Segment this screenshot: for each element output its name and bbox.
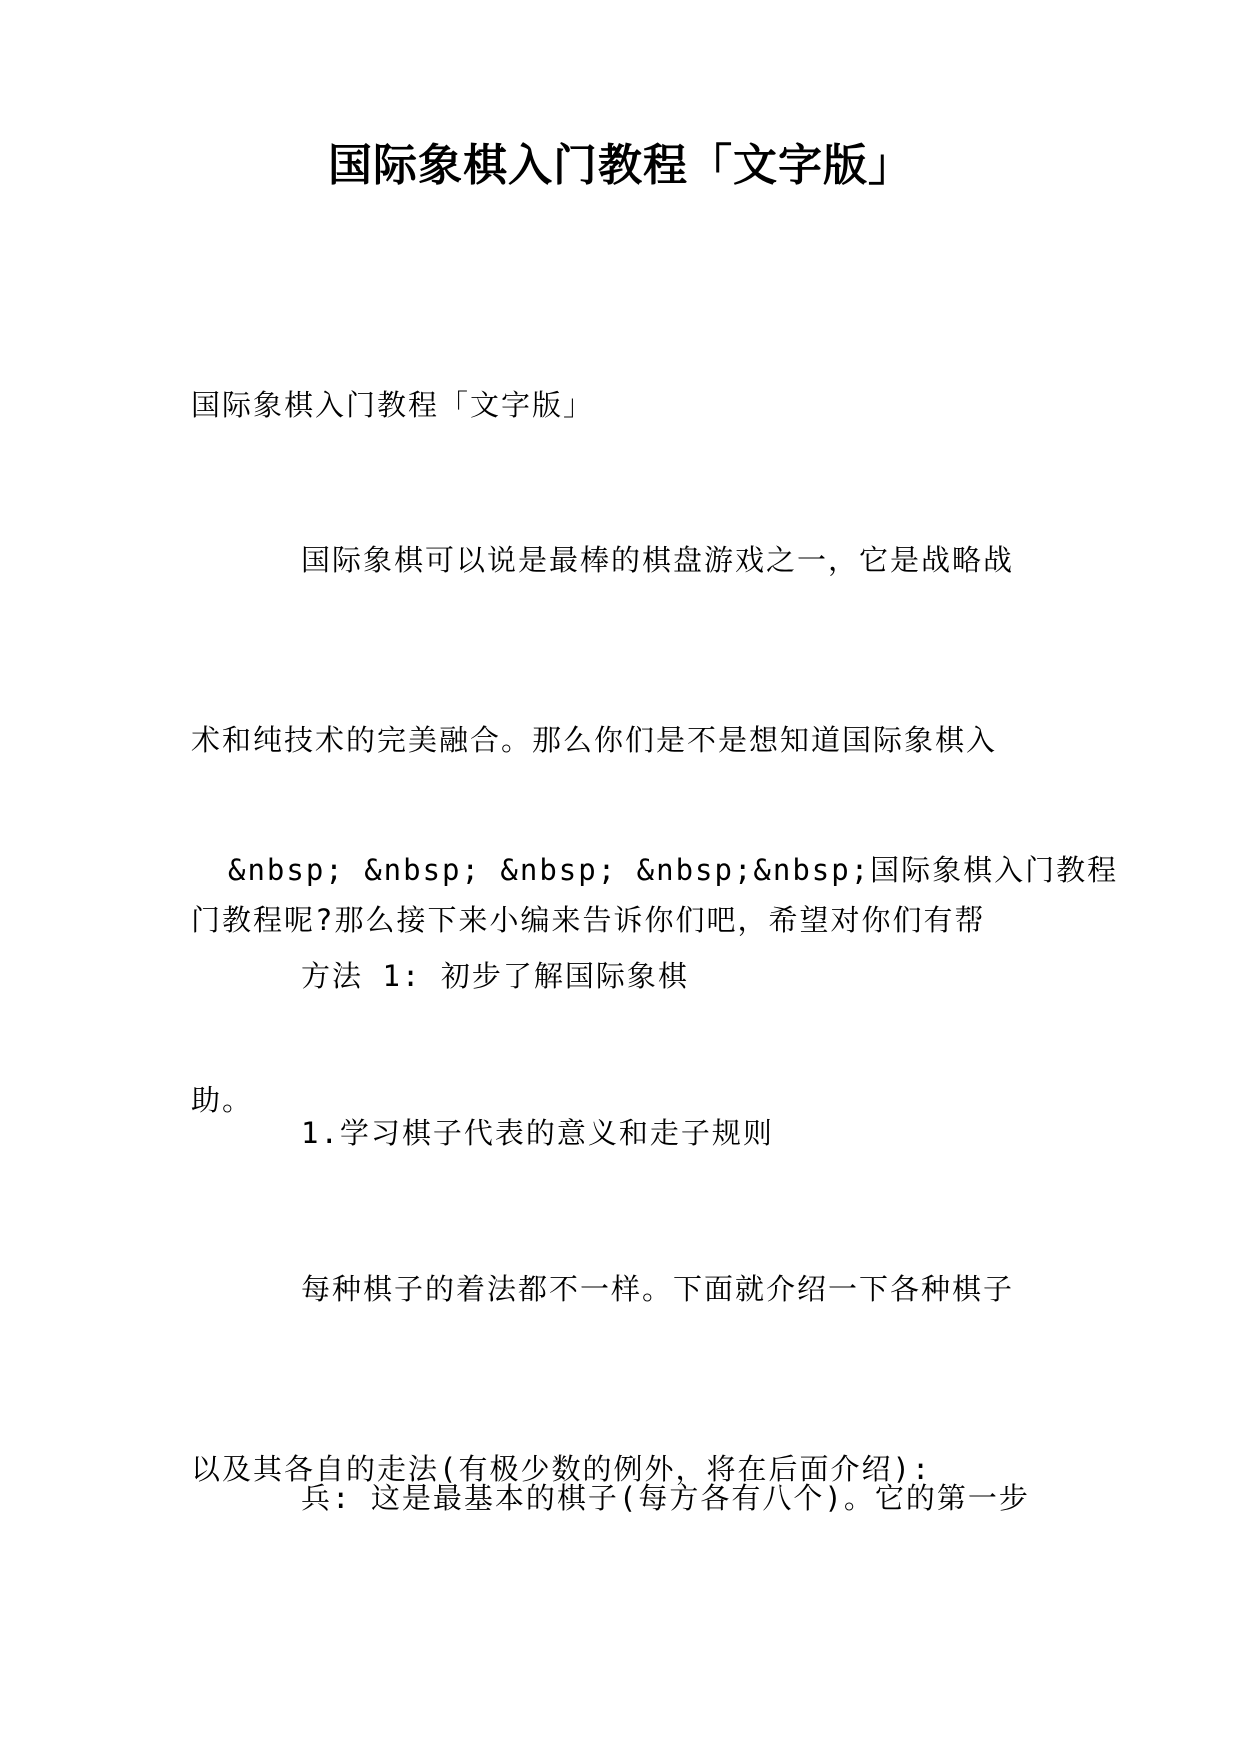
pieces-intro-line: 每种棋子的着法都不一样。下面就介绍一下各种棋子 xyxy=(301,1272,1015,1306)
step-heading-text: 1.学习棋子代表的意义和走子规则 xyxy=(301,1116,774,1150)
intro-line: 助。 xyxy=(191,1083,254,1117)
subtitle-text: 国际象棋入门教程「文字版」 xyxy=(191,388,595,422)
method-heading-text: 方法 1: 初步了解国际象棋 xyxy=(301,959,689,993)
intro-line: 门教程呢?那么接下来小编来告诉你们吧，希望对你们有帮 xyxy=(191,903,986,937)
pawn-paragraph xyxy=(191,1348,1051,1588)
page-title: 国际象棋入门教程「文字版」 xyxy=(328,140,913,191)
intro-line: 国际象棋可以说是最棒的棋盘游戏之一，它是战略战 xyxy=(301,543,1015,577)
pieces-intro-line: 以及其各自的走法(有极少数的例外，将在后面介绍): xyxy=(191,1452,932,1486)
nbsp-heading-text: &nbsp; &nbsp; &nbsp; &nbsp;&nbsp;国际象棋入门教程 xyxy=(228,853,1119,887)
intro-line: 术和纯技术的完美融合。那么你们是不是想知道国际象棋入 xyxy=(191,723,998,757)
pawn-line: 兵: 这是最基本的棋子(每方各有八个)。它的第一步 xyxy=(301,1481,1030,1515)
